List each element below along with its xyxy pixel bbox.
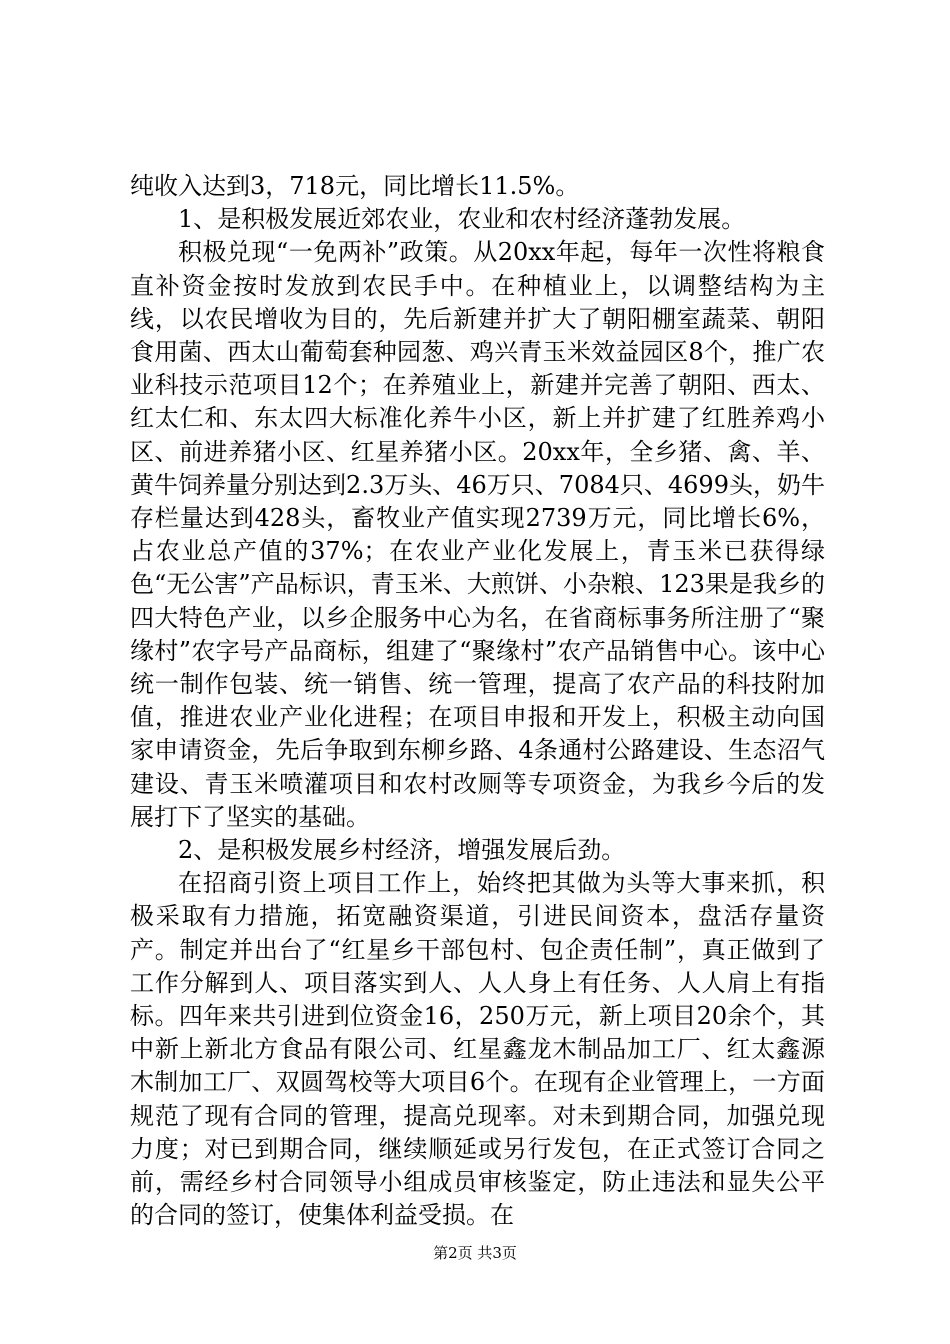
- section-heading-2: 2、是积极发展乡村经济，增强发展后劲。: [178, 836, 626, 865]
- paragraph-continuation: 纯收入达到3，718元，同比增长11.5%。: [130, 172, 580, 200]
- document-body: [130, 170, 825, 1233]
- section-heading-1: 1、是积极发展近郊农业，农业和农村经济蓬勃发展。: [178, 205, 746, 234]
- page-number-footer: 第2页 共3页: [433, 1244, 517, 1262]
- paragraph-investment: 在招商引资上项目工作上，始终把其做为头等大事来抓，积极采取有力措施，拓宽融资渠道，引进民间资本，盘活存量资产。制定并出台了“红星乡干部包村、包企责任制”，真正做到了工作分解到人、项目落实到人、人人身上有任务、人人肩上有指标。四年来共引进到位资金16，250万元，新上项目20余个，其中新上新北方食品有限公司、红星鑫龙木制品加工厂、红太鑫源木制加工厂、双圆驾校等大项目6个。在现有企业管理上，一方面规范了现有合同的管理，提高兑现率。对未到期合同，加强兑现力度；对已到期合同，继续顺延或另行发包，在正式签订合同之前，需经乡村合同领导小组成员审核鉴定，防止违法和显失公平的合同的签订，使集体利益受损。在: [130, 869, 825, 1230]
- paragraph-agriculture: 积极兑现“一免两补”政策。从20xx年起，每年一次性将粮食直补资金按时发放到农民手中。在种植业上，以调整结构为主线，以农民增收为目的，先后新建并扩大了朝阳棚室蔬菜、朝阳食用菌、西太山葡萄套种园葱、鸡兴青玉米效益园区8个，推广农业科技示范项目12个；在养殖业上，新建并完善了朝阳、西太、红太仁和、东太四大标准化养牛小区，新上并扩建了红胜养鸡小区、前进养猪小区、红星养猪小区。20xx年，全乡猪、禽、羊、黄牛饲养量分别达到2.3万头、46万只、7084只、4699头，奶牛存栏量达到428头，畜牧业产值实现2739万元，同比增长6%，占农业总产值的37%；在农业产业化发展上，青玉米已获得绿色“无公害”产品标识，青玉米、大煎饼、小杂粮、123果是我乡的四大特色产业，以乡企服务中心为名，在省商标事务所注册了“聚缘村”农字号产品商标，组建了“聚缘村”农产品销售中心。该中心统一制作包装、统一销售、统一管理，提高了农产品的科技附加值，推进农业产业化进程；在项目申报和开发上，积极主动向国家申请资金，先后争取到东柳乡路、4条通村公路建设、生态沼气建设、青玉米喷灌项目和农村改厕等专项资金，为我乡今后的发展打下了坚实的基础。: [130, 238, 825, 831]
